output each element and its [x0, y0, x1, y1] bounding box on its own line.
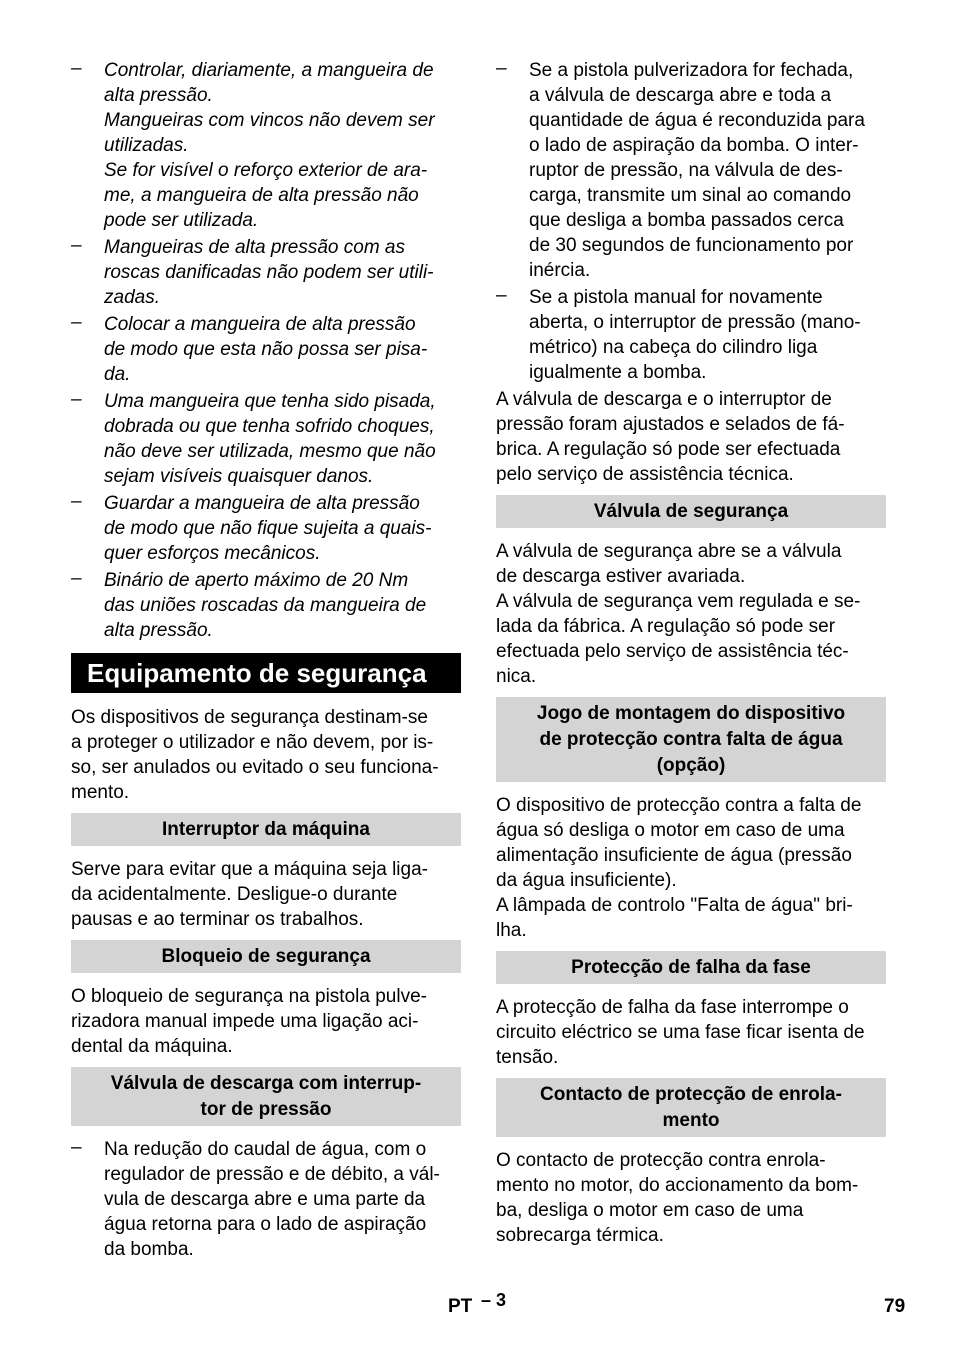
section-heading-safety-equipment: Equipamento de segurança: [71, 653, 461, 693]
machine-switch-text: Serve para evitar que a máquina seja liga- da acidentalmente. Desligue-o durante pausas e ao terminar os trabalhos.: [71, 859, 428, 930]
water-shortage-text: O dispositivo de protecção contra a falta de água só desliga o motor em caso de uma alimentação insuficiente de água (pressão da água insuficiente). A lâmpada de controlo "Falta de água" bri- lha.: [496, 795, 862, 941]
subheading-phase-failure: Protecção de falha da fase: [496, 951, 886, 984]
phase-failure-text: A protecção de falha da fase interrompe o circuito eléctrico se uma fase ficar isenta de tensão.: [496, 997, 865, 1068]
subheading-safety-valve: Válvula de segurança: [496, 495, 886, 528]
list-item: – Mangueiras de alta pressão com as roscas danificadas não podem ser utili- zadas.: [71, 235, 461, 310]
safety-lock-text: O bloqueio de segurança na pistola pulve- rizadora manual impede uma ligação aci- dental da máquina.: [71, 986, 427, 1057]
subheading-winding-protection: Contacto de protecção de enrola- mento: [496, 1078, 886, 1137]
list-item: – Se a pistola manual for novamente aberta, o interruptor de pressão (mano- métrico) na cabeça do cilindro liga igualmente a bomba.: [496, 285, 886, 385]
footer-section-number: – 3: [481, 1290, 507, 1310]
intro-paragraph: Os dispositivos de segurança destinam-se a proteger o utilizador e não devem, por is- so, ser anulados ou evitado o seu funciona- mento.: [71, 707, 439, 803]
page-number: 79: [884, 1296, 906, 1317]
footer-language: PT: [448, 1296, 473, 1317]
list-item: – Uma mangueira que tenha sido pisada, dobrada ou que tenha sofrido choques, não deve ser utilizada, mesmo que não sejam visíveis quaisquer danos.: [71, 389, 461, 489]
list-item: – Binário de aperto máximo de 20 Nm das uniões roscadas da mangueira de alta pressão.: [71, 568, 461, 643]
left-column: [71, 58, 461, 1264]
list-item: – Colocar a mangueira de alta pressão de modo que esta não possa ser pisa- da.: [71, 312, 461, 387]
safety-valve-text: A válvula de segurança abre se a válvula de descarga estiver avariada. A válvula de segurança vem regulada e se- lada da fábrica. A regulação só pode ser efectuada pelo serviço de assistência téc- nica.: [496, 541, 861, 687]
subheading-overflow-valve: Válvula de descarga com interrup- tor de pressão: [71, 1067, 461, 1126]
list-item: – Se a pistola pulverizadora for fechada, a válvula de descarga abre e toda a quantidade de água é reconduzida para o lado de aspiração da bomba. O inter- ruptor de pressão, na válvula de des- carga, transmite um sinal ao comando que desliga a bomba passados cerca de 30 segundos de funcionamento por inércia.: [496, 58, 886, 283]
subheading-machine-switch: Interruptor da máquina: [71, 813, 461, 846]
winding-protection-text: O contacto de protecção contra enrola- mento no motor, do accionamento da bom- ba, desliga o motor em caso de uma sobrecarga térmica.: [496, 1150, 859, 1246]
list-item: – Controlar, diariamente, a mangueira de alta pressão. Mangueiras com vincos não devem ser utilizadas. Se for visível o reforço exterior de ara- me, a mangueira de alta pressão não pode ser utilizada.: [71, 58, 461, 233]
subheading-safety-lock: Bloqueio de segurança: [71, 940, 461, 973]
list-item: – Guardar a mangueira de alta pressão de modo que não fique sujeita a quais- quer esforços mecânicos.: [71, 491, 461, 566]
list-item: – Na redução do caudal de água, com o regulador de pressão e de débito, a vál- vula de descarga abre e uma parte da água retorna para o lado de aspiração da bomba.: [71, 1137, 461, 1262]
right-column: [496, 58, 886, 1248]
subheading-water-shortage-kit: Jogo de montagem do dispositivo de protecção contra falta de água (opção): [496, 697, 886, 782]
factory-setting-paragraph: A válvula de descarga e o interruptor de pressão foram ajustados e selados de fá- brica. A regulação só pode ser efectuada pelo serviço de assistência técnica.: [496, 389, 845, 485]
hose-checklist: [71, 58, 461, 643]
